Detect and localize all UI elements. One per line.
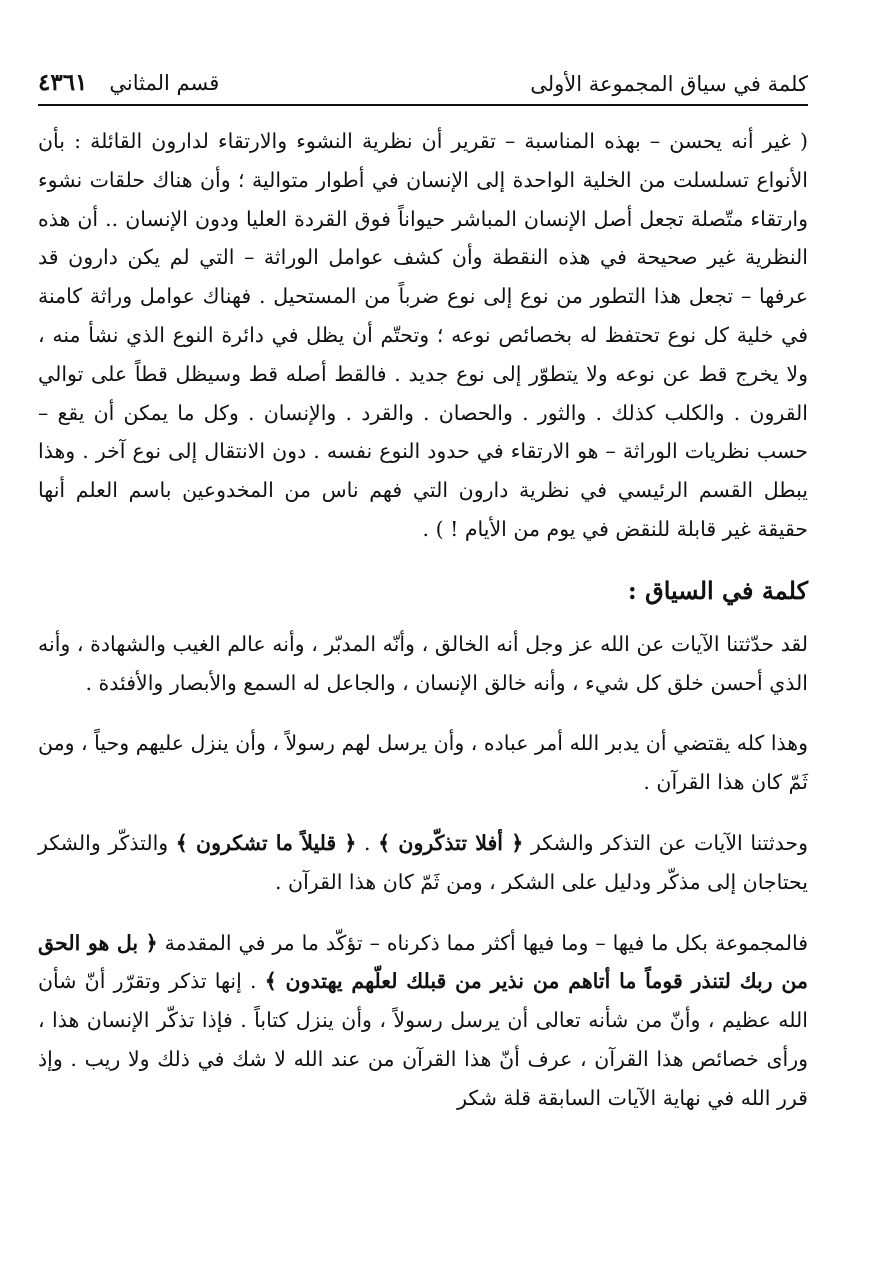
header-left bbox=[38, 69, 219, 96]
paragraph-4-text-a: وحدثتنا الآيات عن التذكر والشكر bbox=[530, 830, 808, 855]
quran-quote-2: ﴿ قليلاً ما تشكرون ﴾ bbox=[175, 830, 357, 855]
header-divider bbox=[38, 104, 808, 106]
quran-quote-1: ﴿ أفلا تتذكّرون ﴾ bbox=[378, 830, 524, 855]
paragraph-5-text-a: فالمجموعة بكل ما فيها – وما فيها أكثر مما ذكرناه – تؤكّد ما مر في المقدمة bbox=[164, 930, 808, 955]
page-body bbox=[38, 122, 808, 1118]
paragraph-2: لقد حدّثتنا الآيات عن الله عز وجل أنه الخالق ، وأنّه المدبّر ، وأنه عالم الغيب والشهادة ، وأنه الذي أحسن خلق كل شيء ، وأنه خالق الإنسان ، والجاعل له السمع والأبصار والأفئدة . bbox=[38, 631, 808, 695]
paragraph-5 bbox=[38, 924, 808, 1118]
paragraph-4-text-c: والتذكّر والشكر يحتاجان إلى مذكّر ودليل على الشكر ، ومن ثَمّ كان هذا القرآن . bbox=[38, 830, 808, 894]
paragraph-3: وهذا كله يقتضي أن يدبر الله أمر عباده ، وأن يرسل لهم رسولاً ، وأن ينزل عليهم وحياً ، ومن ثَمّ كان هذا القرآن . bbox=[38, 731, 808, 795]
paragraph-4-text-b: . bbox=[364, 830, 371, 855]
page-header bbox=[38, 52, 808, 96]
page-number: ٤٣٦١ bbox=[38, 69, 88, 96]
quran-quote-3: ﴿ بل هو الحق من ربك لتنذر قوماً ما أتاهم من نذير من قبلك لعلّهم يهتدون ﴾ bbox=[38, 930, 808, 994]
section-title: قسم المثاني bbox=[109, 71, 220, 95]
paragraph-4 bbox=[38, 824, 808, 902]
paragraph-5-text-b: . إنها تذكر وتقرّر أنّ شأن الله عظيم ، وأنّ من شأنه تعالى أن يرسل رسولاً ، وأن ينزل كتاباً . فإذا تذكّر الإنسان هذا ، ورأى خصائص هذا القرآن ، عرف أنّ هذا القرآن من عند الله لا شك في ذلك ولا ريب . وإذ قرر الله في نهاية الآيات السابقة قلة شكر bbox=[38, 969, 808, 1110]
running-title: كلمة في سياق المجموعة الأولى bbox=[530, 72, 808, 96]
paragraph-quote-darwin: ( غير أنه يحسن – بهذه المناسبة – تقرير أن نظرية النشوء والارتقاء لدارون القائلة : بأن الأنواع تسلسلت من الخلية الواحدة إلى الإنسان في أطوار متوالية ؛ وأن هناك حلقات نشوء وارتقاء متّصلة تجعل أصل الإنسان المباشر حيواناً فوق القردة العليا ودون الإنسان .. أن هذه النظرية غير صحيحة في هذه النقطة وأن كشف عوامل الوراثة – التي لم يكن دارون قد عرفها – تجعل هذا التطور من نوع إلى نوع ضرباً من المستحيل . فهناك عوامل وراثة كامنة في خلية كل نوع تحتفظ له بخصائص نوعه ؛ وتحتّم أن يظل في دائرة النوع الذي نشأ منه ، ولا يخرج قط عن نوعه ولا يتطوّر إلى نوع جديد . فالقط أصله قط وسيظل قطاً على توالي القرون . والكلب كذلك . والثور . والحصان . والقرد . والإنسان . وكل ما يمكن أن يقع – حسب نظريات الوراثة – هو الارتقاء في حدود النوع نفسه . دون الانتقال إلى نوع آخر . وهذا يبطل القسم الرئيسي في نظرية دارون التي فهم ناس من المخدوعين باسم العلم أنها حقيقة غير قابلة للنقض في يوم من الأيام ! ) . bbox=[38, 129, 808, 541]
section-heading: كلمة في السياق : bbox=[627, 575, 808, 605]
